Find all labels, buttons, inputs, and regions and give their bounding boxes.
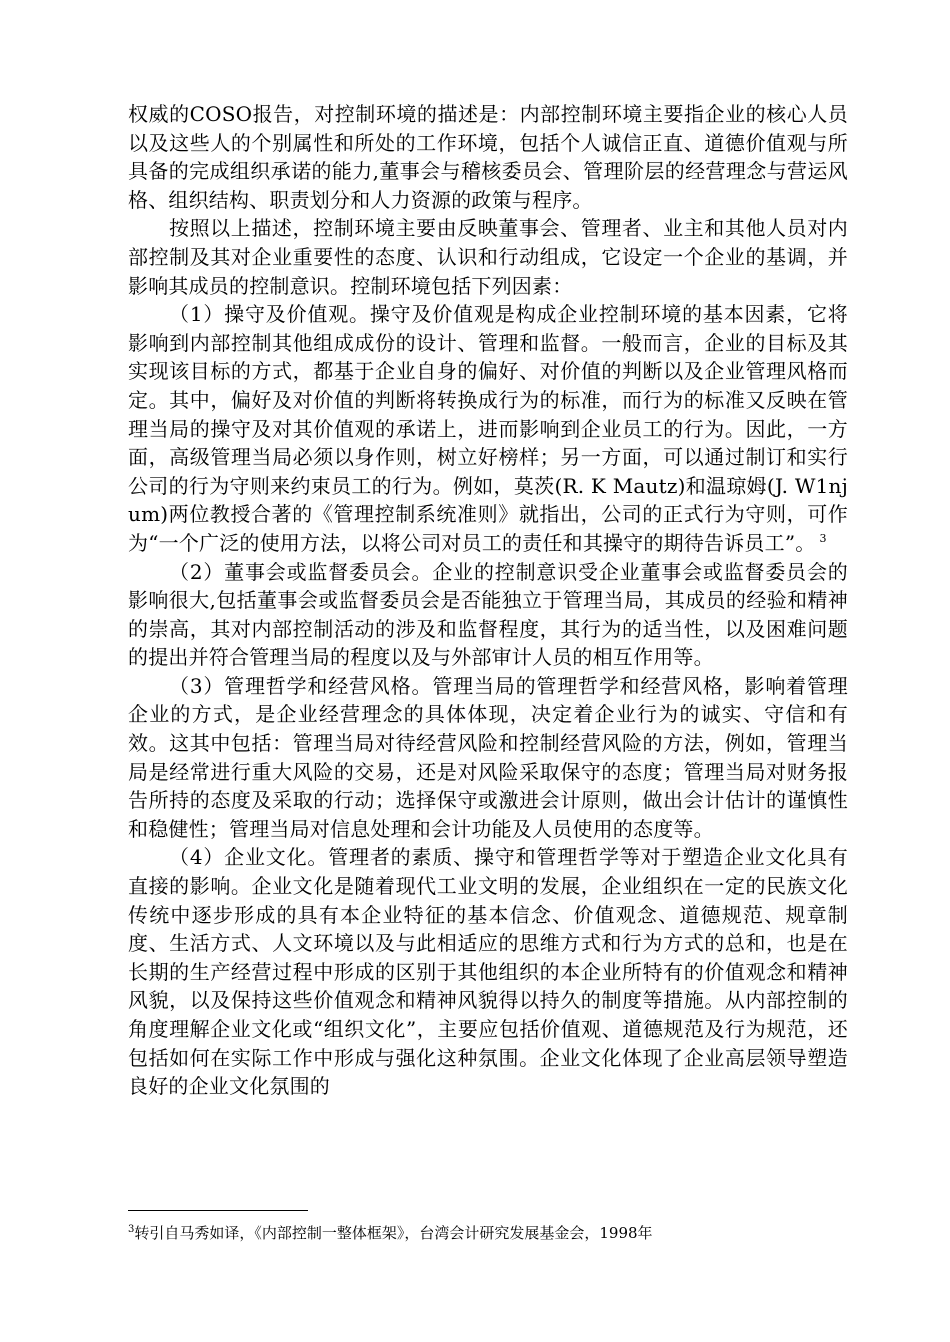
paragraph-corporate-culture xyxy=(128,843,848,1100)
footnote-divider xyxy=(128,1210,308,1211)
paragraph-text: （3）管理哲学和经营风格。管理当局的管理哲学和经营风格，影响着管理企业的方式，是企业经营理念的具体体现，决定着企业行为的诚实、守信和有效。这其中包括：管理当局对待经营风险和控制经营风险的方法，例如，管理当局是经常进行重大风险的交易，还是对风险采取保守的态度；管理当局对财务报告所持的态度及采取的行动；选择保守或激进会计原则，做出会计估计的谨慎性和稳健性；管理当局对信息处理和会计功能及人员使用的态度等。 xyxy=(128,673,848,841)
footnote xyxy=(128,1222,848,1244)
footnote-reference: 3 xyxy=(819,532,827,546)
paragraph-management-philosophy xyxy=(128,672,848,844)
paragraph-text: （1）操守及价值观。操守及价值观是构成企业控制环境的基本因素，它将影响到内部控制其他组成成份的设计、管理和监督。一般而言，企业的目标及其实现该目标的方式，都基于企业自身的偏好、对价值的判断以及企业管理风格而定。其中，偏好及对价值的判断将转换成行为的标准，而行为的标准又反映在管理当局的操守及对其价值观的承诺上，进而影响到企业员工的行为。因此，一方面，高级管理当局必须以身作则，树立好榜样；另一方面，可以通过制订和实行公司的行为守则来约束员工的行为。例如，莫茨(R. K Mautz)和温琼姆(J. W1njum)两位教授合著的《管理控制系统准则》就指出，公司的正式行为守则，可作为“一个广泛的使用方法，以将公司对员工的责任和其操守的期待告诉员工”。 xyxy=(128,302,848,555)
paragraph-board-committee xyxy=(128,558,848,672)
paragraph-text: 按照以上描述，控制环境主要由反映董事会、管理者、业主和其他人员对内部控制及其对企业重要性的态度、认识和行动组成，它设定一个企业的基调，并影响其成员的控制意识。控制环境包括下列因素： xyxy=(128,216,848,298)
paragraph-coso-definition xyxy=(128,100,848,214)
footnote-mark: 3 xyxy=(128,1224,135,1235)
paragraph-text: （2）董事会或监督委员会。企业的控制意识受企业董事会或监督委员会的影响很大,包括董事会或监督委员会是否能独立于管理当局，其成员的经验和精神的崇高，其对内部控制活动的涉及和监督程度，其行为的适当性，以及困难问题的提出并符合管理当局的程度以及与外部审计人员的相互作用等。 xyxy=(128,559,848,670)
paragraph-integrity-values xyxy=(128,300,848,557)
paragraph-control-environment-intro xyxy=(128,214,848,300)
paragraph-text: （4）企业文化。管理者的素质、操守和管理哲学等对于塑造企业文化具有直接的影响。企业文化是随着现代工业文明的发展，企业组织在一定的民族文化传统中逐步形成的具有本企业特征的基本信念、价值观念、道德规范、规章制度、生活方式、人文环境以及与此相适应的思维方式和行为方式的总和，也是在长期的生产经营过程中形成的区别于其他组织的本企业所特有的价值观念和精神风貌，以及保持这些价值观念和精神风貌得以持久的制度等措施。从内部控制的角度理解企业文化或“组织文化”，主要应包括价值观、道德规范及行为规范，还包括如何在实际工作中形成与强化这种氛围。企业文化体现了企业高层领导塑造良好的企业文化氛围的 xyxy=(128,845,848,1099)
paragraph-text: 权威的COSO报告，对控制环境的描述是：内部控制环境主要指企业的核心人员以及这些人的个别属性和所处的工作环境，包括个人诚信正直、道德价值观与所具备的完成组织承诺的能力,董事会与稽核委员会、管理阶层的经营理念与营运风格、组织结构、职责划分和人力资源的政策与程序。 xyxy=(128,102,848,212)
footnote-text: 转引自马秀如译，《内部控制一整体框架》，台湾会计研究发展基金会，1998年 xyxy=(134,1224,653,1242)
body-text xyxy=(128,100,848,1101)
